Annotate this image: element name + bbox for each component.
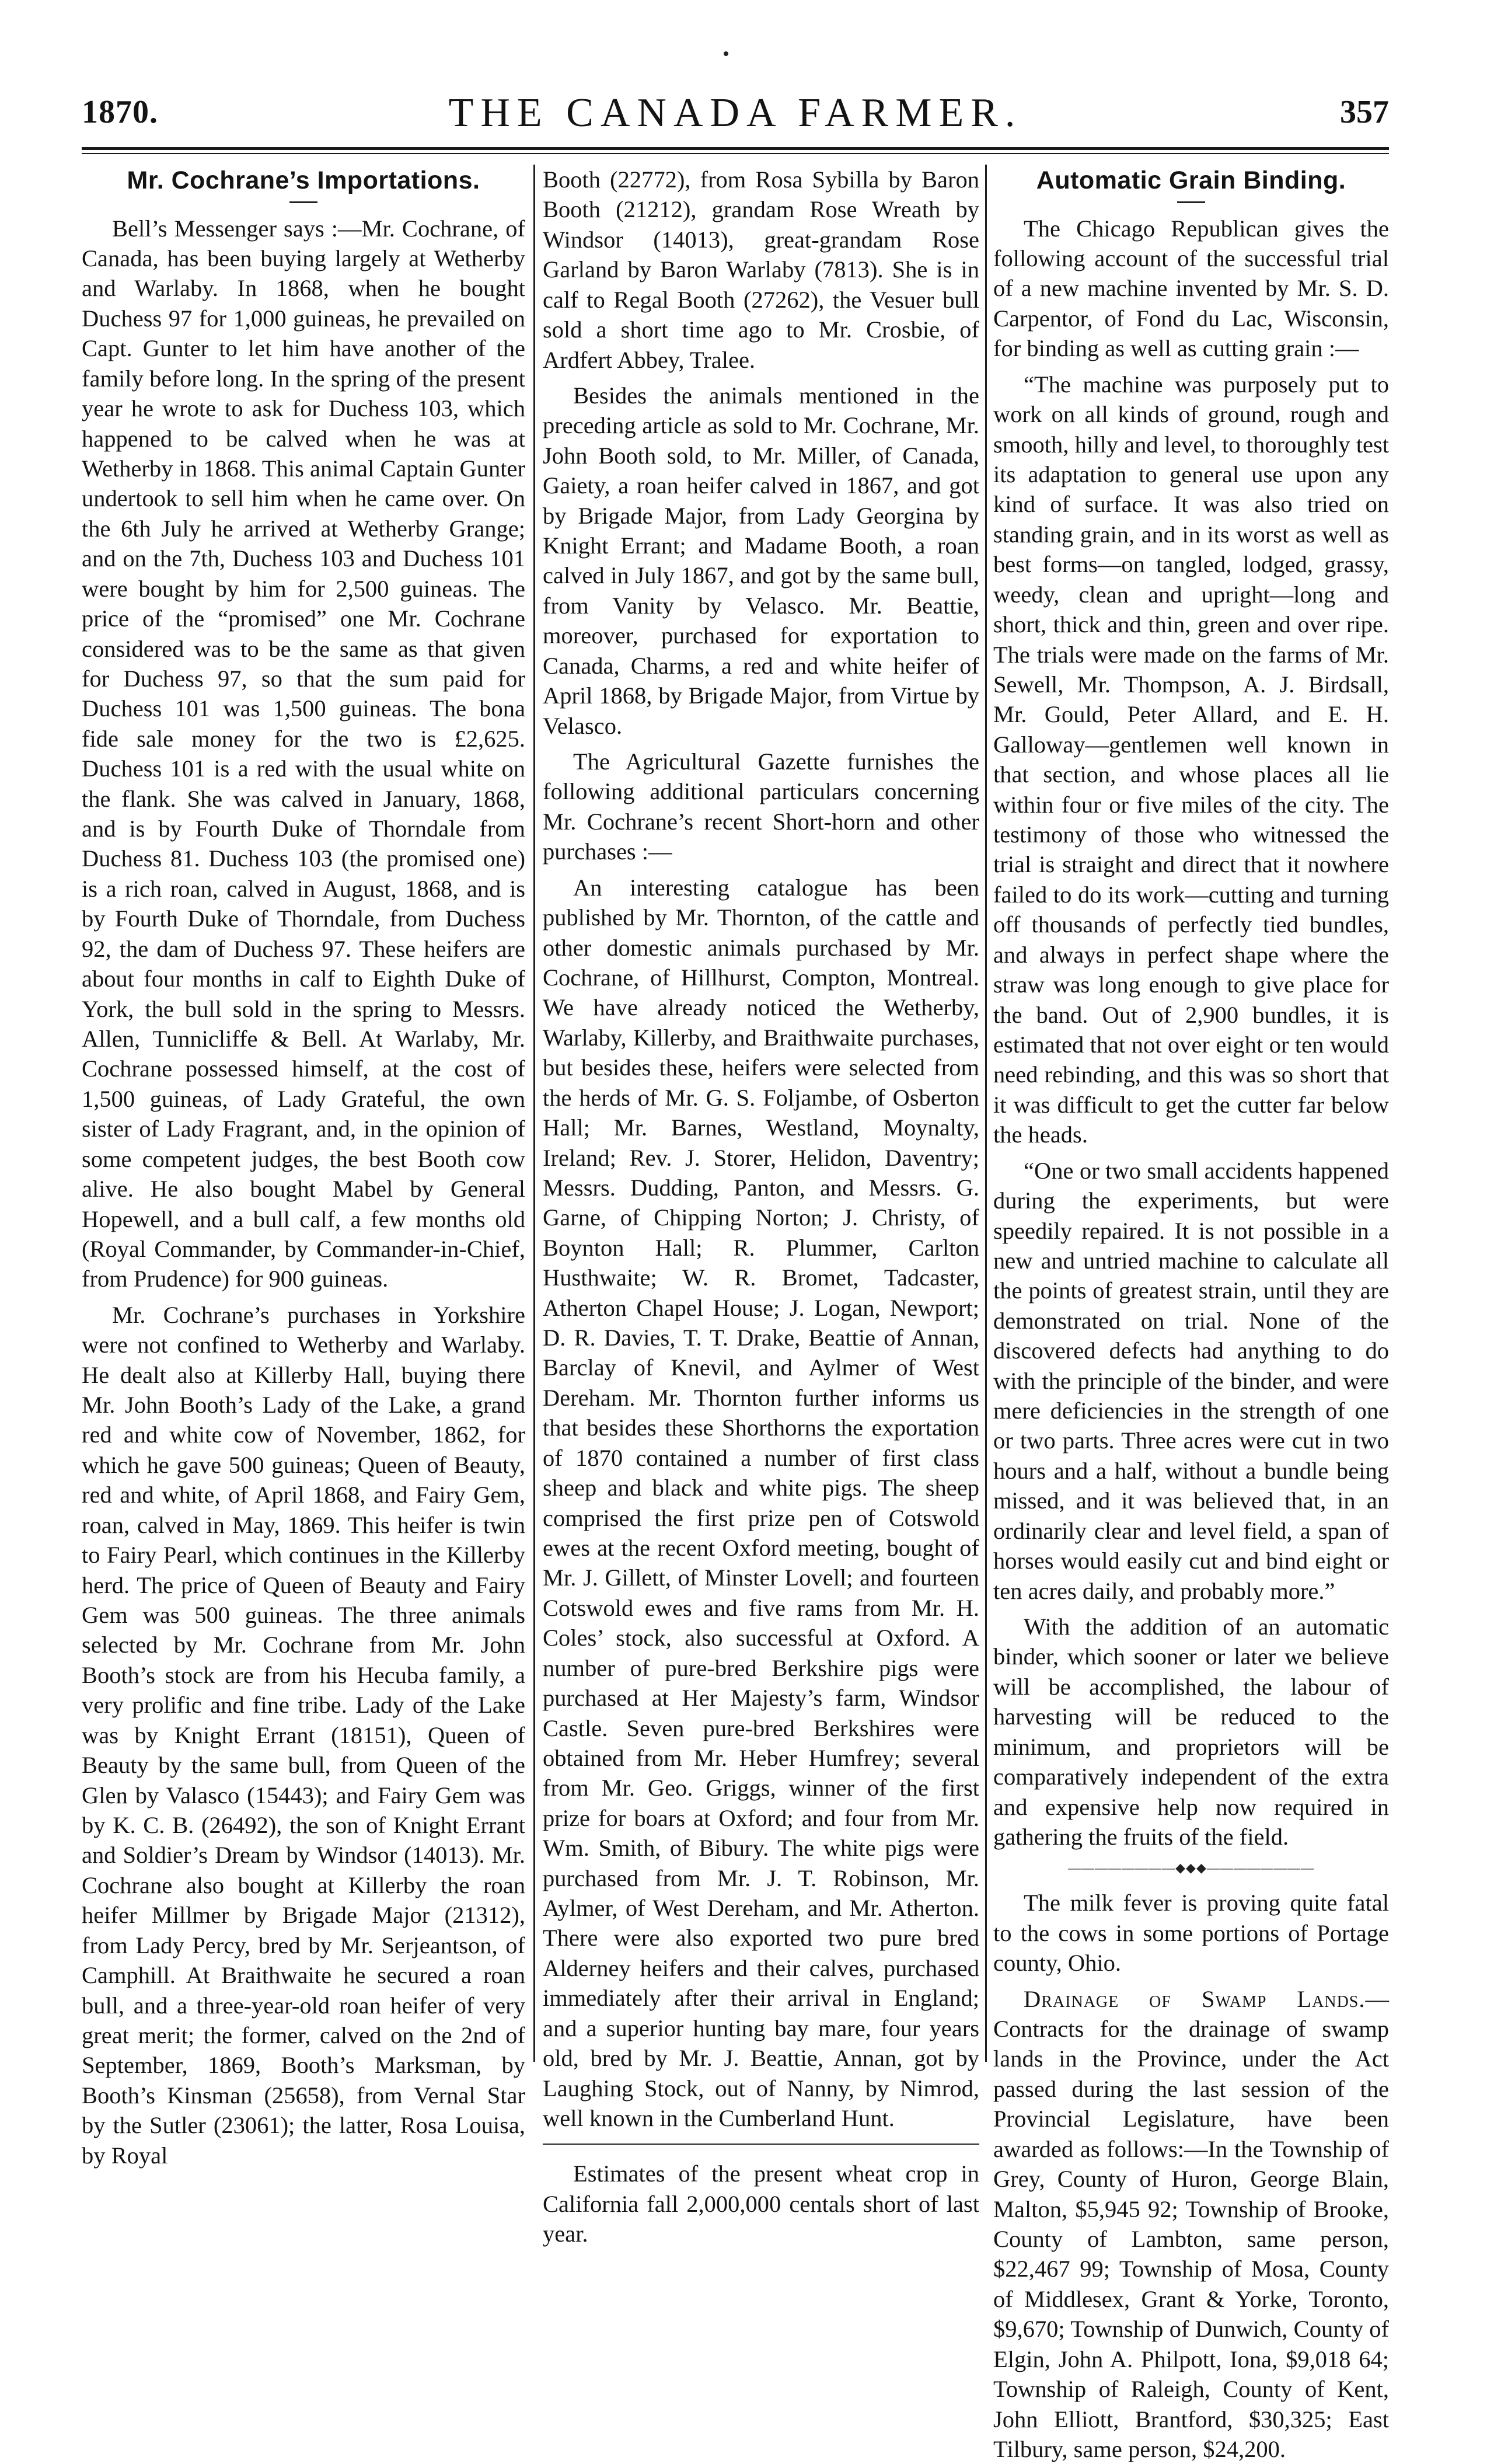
paragraph-drainage	[993, 1984, 1389, 2464]
header-page-number: 357	[1340, 94, 1389, 130]
paragraph-wheat-crop: Estimates of the present wheat crop in California fall 2,000,000 centals short of last year.	[543, 2160, 979, 2247]
drainage-title: Drainage of Swamp Lands.	[1024, 1985, 1366, 2012]
column-2	[543, 165, 979, 2247]
heading-dash	[289, 201, 317, 203]
header-rule-thin	[82, 153, 1389, 154]
column-3	[993, 165, 1389, 2462]
paragraph-milk-fever: The milk fever is proving quite fatal to the cows in some portions of Portage county, Ohio.	[993, 1890, 1389, 1977]
heading-dash	[1177, 201, 1205, 203]
paragraph: With the addition of an automatic binder, which sooner or later we believe will be accomplished, the labour of harvesting will be reduced to the minimum, and proprietors will be comparatively independent of the extra and expensive help now required in gathering the fruits of the field.	[993, 1613, 1389, 1850]
column-divider-1	[533, 165, 535, 2062]
paragraph: “The machine was purposely put to work on all kinds of ground, rough and smooth, hilly and level, to thoroughly test its adaptation to general use upon any kind of surface. It was also tried on standing grain, and in its worst as well as best forms—on tangled, lodged, grassy, weedy, clean and upright—long and short, thick and thin, green and over ripe. The trials were made on the farms of Mr. Sewell, Mr. Thompson, A. J. Birdsall, Mr. Gould, Peter Allard, and E. H. Galloway—gentlemen well known in that section, and whose places all lie within four or five miles of the city. The testimony of those who witnessed the trial is straight and direct that it nowhere failed to do its work—cutting and turning off thousands of perfectly tied bundles, and always in perfect shape where the straw was long enough to give place for the band. Out of 2,900 bundles, it is estimated that not over eight or ten would need rebinding, and this was so short that it was difficult to get the cutter far below the heads.	[993, 371, 1389, 1148]
article-separator	[543, 2144, 979, 2145]
header-year: 1870.	[82, 94, 158, 130]
article-heading-cochrane: Mr. Cochrane’s Importations.	[127, 166, 480, 194]
article-heading-grain-binding: Automatic Grain Binding.	[1036, 166, 1346, 194]
column-divider-2	[985, 165, 987, 2062]
drainage-text: —Contracts for the drainage of swamp lands in the Province, under the Act passed during the last session of the Provincial Legislature, have been awarded as follows:—In the Township of Grey, County of Huron, George Blain, Malton, $5,945 92; Township of Brooke, County of Lambton, same person, $22,467 99; Township of Mosa, County of Middlesex, Grant & Yorke, Toronto, $9,670; Township of Dunwich, County of Elgin, John A. Philpott, Iona, $9,018 64; Township of Raleigh, County of Kent, John Elliott, Brantford, $30,325; East Tilbury, same person, $24,200.	[993, 1985, 1389, 2462]
top-dot	[724, 51, 728, 56]
header-title: THE CANADA FARMER.	[448, 90, 1022, 135]
paragraph: “One or two small accidents happened during the experiments, but were speedily repaired. It is not possible in a new and untried machine to calculate all the points of greatest strain, until they are demonstrated on trial. None of the discovered defects had anything to do with the principle of the binder, and were mere deficiencies in the strength of one or two parts. Three acres were cut in two hours and a half, without a bundle being missed, and it was believed that, in an ordinarily clear and level field, a span of horses would easily cut and bind eight or ten acres daily, and probably more.”	[993, 1157, 1389, 1604]
paragraph: Besides the animals mentioned in the preceding article as sold to Mr. Cochrane, Mr. John Booth sold, to Mr. Miller, of Canada, Gaiety, a roan heifer calved in 1867, and got by Brigade Major, from Lady Georgina by Knight Errant; and Madame Booth, a roan calved in July 1867, and got by the same bull, from Vanity by Velasco. Mr. Beattie, moreover, purchased for exportation to Canada, Charms, a red and white heifer of April 1868, by Brigade Major, from Virtue by Velasco.	[543, 382, 979, 739]
paragraph: Bell’s Messenger says :—Mr. Cochrane, of Canada, has been buying largely at Wetherby and Warlaby. In 1868, when he bought Duchess 97 for 1,000 guineas, he prevailed on Capt. Gunter to let him have another of the family before long. In the spring of the present year he wrote to ask for Duchess 103, which happened to be calved when he was at Wetherby in 1868. This animal Captain Gunter undertook to sell him when he came over. On the 6th July he arrived at Wetherby Grange; and on the 7th, Duchess 103 and Duchess 101 were bought by him for 2,500 guineas. The price of the “promised” one Mr. Cochrane considered was to be the same as that given for Duchess 97, so that the sum paid for Duchess 101 was 1,500 guineas. The bona fide sale money for the two is £2,625. Duchess 101 is a red with the usual white on the flank. She was calved in January, 1868, and is by Fourth Duke of Thorndale from Duchess 81. Duchess 103 (the promised one) is a rich roan, calved in August, 1868, and is by Fourth Duke of Thorndale, from Duchess 92, the dam of Duchess 97. These heifers are about four months in calf to Eighth Duke of York, the bull sold in the spring to Messrs. Allen, Tunnicliffe & Bell. At Warlaby, Mr. Cochrane possessed himself, at the cost of 1,500 guineas, of Lady Grateful, the own sister of Lady Fragrant, and, in the opinion of some competent judges, the best Booth cow alive. He also bought Mabel by General Hopewell, and a bull calf, a few months old (Royal Commander, by Commander-in-Chief, from Prudence) for 900 guineas.	[82, 215, 525, 1292]
masthead	[82, 88, 1389, 146]
header-rule	[82, 147, 1389, 150]
paragraph: The Agricultural Gazette furnishes the following additional particulars concerning Mr. Cochrane’s recent Short-horn and other purchases :—	[543, 748, 979, 865]
column-1	[82, 165, 525, 2169]
paragraph: Mr. Cochrane’s purchases in Yorkshire were not confined to Wetherby and Warlaby. He dealt also at Killerby Hall, buying there Mr. John Booth’s Lady of the Lake, a grand red and white cow of November, 1862, for which he gave 500 guineas; Queen of Beauty, red and white, of April 1868, and Fairy Gem, roan, calved in May, 1869. This heifer is twin to Fairy Pearl, which continues in the Killerby herd. The price of Queen of Beauty and Fairy Gem was 500 guineas. The three animals selected by Mr. Cochrane from Mr. John Booth’s stock are from his Hecuba family, a very prolific and fine tribe. Lady of the Lake was by Knight Errant (18151), Queen of Beauty by the same bull, from Queen of the Glen by Valasco (15443); and Fairy Gem was by K. C. B. (26492), the son of Knight Errant and Soldier’s Dream by Windsor (14013). Mr. Cochrane also bought at Killerby the roan heifer Millmer by Brigade Major (21312), from Lady Percy, bred by Mr. Serjeantson, of Camphill. At Braithwaite he secured a roan bull, and a three-year-old roan heifer of very great merit; the former, calved on the 2nd of September, 1869, Booth’s Marksman, by Booth’s Kinsman (25658), from Vernal Star by the Sutler (23061); the latter, Rosa Louisa, by Royal	[82, 1301, 525, 2169]
paragraph: Booth (22772), from Rosa Sybilla by Baron Booth (21212), grandam Rose Wreath by Windsor (14013), great-grandam Rose Garland by Baron Warlaby (7813). She is in calf to Regal Booth (27262), the Vesuer bull sold a short time ago to Mr. Crosbie, of Ardfert Abbey, Tralee.	[543, 166, 979, 373]
paragraph: The Chicago Republican gives the following account of the successful trial of a new machine invented by Mr. S. D. Carpentor, of Fond du Lac, Wisconsin, for binding as well as cutting grain :—	[993, 215, 1389, 362]
ornamental-divider: ————————◆◆◆————————	[1068, 1860, 1314, 1876]
paragraph: An interesting catalogue has been published by Mr. Thornton, of the cattle and other domestic animals purchased by Mr. Cochrane, of Hillhurst, Compton, Montreal. We have already noticed the Wetherby, Warlaby, Killerby, and Braithwaite purchases, but besides these, heifers were selected from the herds of Mr. G. S. Foljambe, of Osberton Hall; Mr. Barnes, Westland, Moynalty, Ireland; Rev. J. Storer, Helidon, Daventry; Messrs. Dudding, Panton, and Messrs. G. Garne, of Chipping Norton; J. Christy, of Boynton Hall; R. Plummer, Carlton Husthwaite; W. R. Bromet, Tadcaster, Atherton Chapel House; J. Logan, Newport; D. R. Davies, T. T. Drake, Beattie of Annan, Barclay of Knevil, and Aylmer of West Dereham. Mr. Thornton further informs us that besides these Shorthorns the exportation of 1870 contained a number of first class sheep and black and white pigs. The sheep comprised the first prize pen of Cotswold ewes at the recent Oxford meeting, bought of Mr. J. Gillett, of Minster Lovell; and fourteen Cotswold ewes and five rams from Mr. H. Coles’ stock, also successful at Oxford. A number of pure-bred Berkshire pigs were purchased at Her Majesty’s farm, Windsor Castle. Seven pure-bred Berkshires were obtained from Mr. Heber Humfrey; several from Mr. Geo. Griggs, winner of the first prize for boars at Oxford; and four from Mr. Wm. Smith, of Bibury. The white pigs were purchased from Mr. J. T. Robinson, Mr. Aylmer, of West Dereham, and Mr. Atherton. There were also exported two pure bred Alderney heifers and their calves, purchased immediately after their arrival in England; and a superior hunting bay mare, four years old, bred by Mr. J. Beattie, Annan, got by Laughing Stock, out of Nanny, by Nimrod, well known in the Cumberland Hunt.	[543, 874, 979, 2131]
